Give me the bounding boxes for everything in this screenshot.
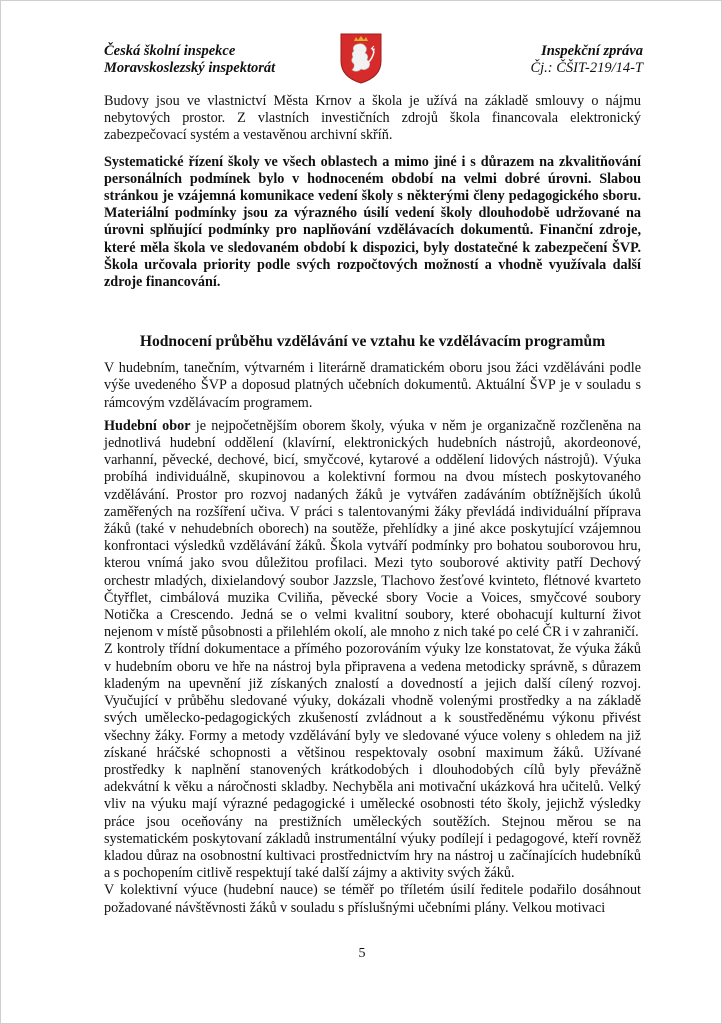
paragraph-management-summary: Systematické řízení školy ve všech oblastech a mimo jiné i s důrazem na zkvalitňování personálních podmínek bylo v hodnoceném období na velmi dobré úrovni. Slabou stránkou je vzájemná komunikace vedení školy s některými členy pedagogického sboru. Materiální podmínky jsou za výrazného úsilí vedení školy dlouhodobě udržované na úrovni splňující podmínky pro naplňování vzdělávacích dokumentů. Finanční zdroje, které měla škola ve sledovaném období k dispozici, byly dostatečné k zabezpečení ŠVP. Škola určovala priority podle svých rozpočtových možností a vhodně využívala další zdroje financování. xyxy=(104,153,641,291)
music-branch-text: je nejpočetnějším oborem školy, výuka v něm je organizačně rozčleněna na jednotlivá hudební oddělení (klavírní, elektronických hudebních nástrojů, akordeonové, varhanní, pěvecké, dechové, bicí, smyčcové, kytarové a oddělení lidových nástrojů). Výuka probíhá individuálně, skupinovou a kolektivní formou na dvou místech poskytovaného vzdělávání. Prostor pro rozvoj nadaných žáků je vytvářen zadáváním obtížnějších úkolů zaměřených na rozšíření učiva. V práci s talentovanými žáky převládá individuální příprava žáků (také v nehudebních oborech) na soutěže, přehlídky a jiné akce poskytující vzájemnou konfrontaci výsledků vzdělávání žáků. Škola vytváří podmínky pro bohatou souborovou hru, kterou vnímá jako svou důležitou profilaci. Mezi tyto souborové aktivity patří Dechový orchestr mladých, dixielandový soubor Jazzsle, Tlachovo žesťové kvinteto, flétnové kvarteto Čtyřflet, cimbálová muzika Cviliňa, pěvecké sbory Vocie a Voices, smyčcové soubory Notička a Crescendo. Jedná se o velmi kvalitní soubory, které obohacují kulturní život nejenom v místě působnosti a přilehlém okolí, ale mnoho z nich také po celé ČR i v zahraničí. xyxy=(104,417,641,641)
paragraph-collective-lessons: V kolektivní výuce (hudební nauce) se téměř po tříletém úsilí ředitele podařilo dosáhnout požadované návštěvnosti žáků v souladu s příslušnými učebními plány. Velkou motivaci xyxy=(104,882,641,916)
czech-lion-coat-of-arms-icon xyxy=(338,31,384,85)
header-right xyxy=(530,43,643,77)
paragraph-study-programmes: V hudebním, tanečním, výtvarném i literárně dramatickém oboru jsou žáci vzděláváni podle výše uvedeného ŠVP a doposud platných učebních dokumentů. Aktuální ŠVP je v souladu s rámcovým vzdělávacím programem. xyxy=(104,360,641,411)
header-left xyxy=(104,43,275,77)
reference-number: Čj.: ČŠIT-219/14-T xyxy=(530,60,643,76)
regional-inspectorate: Moravskoslezský inspektorát xyxy=(104,60,276,76)
paragraph-lesson-observation: Z kontroly třídní dokumentace a přímého pozorováním výuky lze konstatovat, že výuka žáků v hudebním oboru ve hře na nástroj byla připravena a vedena metodicky správně, s důrazem kladeným na upevnění již získaných znalostí a dovedností a jejich další cílený rozvoj. Vyučující v průběhu sledované výuky, dokázali vhodně volenými prostředky a na základě svých umělecko-pedagogických zkušeností zvládnout a k soustředěnému výkonu přivést všechny žáky. Formy a metody vzdělávání byly ve sledované výuce voleny s ohledem na již získané hráčské schopnosti a většinou respektovaly osobní maximum žáků. Užívané prostředky k naplnění stanovených krátkodobých i dlouhodobých cílů byly převážně adekvátní k věku a náročnosti skladby. Nechyběla ani motivační ukázková hra učitelů. Velký vliv na výuku mají výrazné pedagogické i umělecké osobnosti této školy, jejichž výsledky práce jsou oceňovány na prestižních uměleckých soutěžích. Stejnou měrou se na systematickém poskytovaní základů instrumentální výuky podílejí i pedagogové, kteří rovněž kladou důraz na osobnostní kultivaci prostřednictvím hry na nástroj u začínajících hudebníků a s pochopením citlivě respektují také další zájmy a aktivity svých žáků. xyxy=(104,641,641,882)
inspection-authority: Česká školní inspekce xyxy=(104,43,236,59)
section-title: Hodnocení průběhu vzdělávání ve vztahu ke vzdělávacím programům xyxy=(139,333,606,351)
paragraph-music-branch xyxy=(104,418,641,642)
report-body xyxy=(104,93,641,917)
report-type: Inspekční zpráva xyxy=(541,43,643,59)
page-number: 5 xyxy=(358,946,366,961)
paragraph-buildings: Budovy jsou ve vlastnictví Města Krnov a škola je užívá na základě smlouvy o nájmu nebytových prostor. Z vlastních investičních zdrojů škola financovala elektronický zabezpečovací systém a vestavěnou archivní skříň. xyxy=(104,93,641,144)
music-branch-label: Hudební obor xyxy=(104,417,191,434)
